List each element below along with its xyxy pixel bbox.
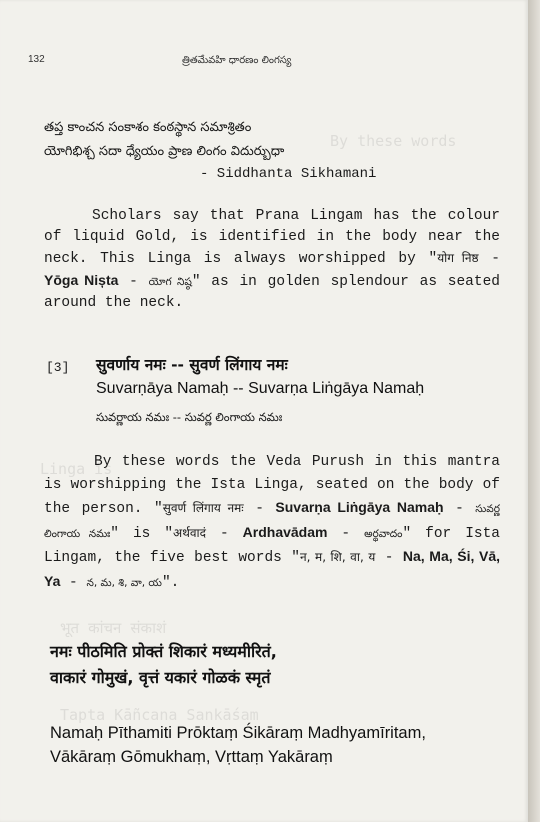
show-through-text: भूत कांचन संकाशं bbox=[60, 619, 167, 637]
transliteration-line-1: Namaḥ Pīthamiti Prōktaṃ Śikāraṃ Madhyamīritam, bbox=[50, 724, 426, 742]
running-head: త్రితమేవహి ధారణం లింగస్య bbox=[182, 55, 292, 66]
paragraph-prana-lingam bbox=[44, 206, 500, 314]
paragraph-ista-linga bbox=[44, 451, 500, 594]
separator: - bbox=[478, 251, 500, 267]
devanagari-term: योग निष्ठ bbox=[437, 251, 479, 265]
telugu-verse-line-1: తప్త కాంచన సంకాశం కంఠస్థాన సమాశ్రితం bbox=[44, 120, 252, 135]
separator: - bbox=[443, 501, 476, 517]
separator: " is " bbox=[110, 525, 174, 542]
devanagari-term: न, म, शि, वा, य bbox=[300, 550, 376, 564]
verse-attribution: - Siddhanta Sikhamani bbox=[200, 166, 377, 182]
transliteration-line-2: Vākāraṃ Gōmukhaṃ, Vṛttaṃ Yakāraṃ bbox=[50, 748, 333, 766]
sanskrit-verse-line-1: नमः पीठमिति प्रोक्तं शिकारं मध्यमीरितं, bbox=[50, 642, 277, 661]
page-edge bbox=[528, 0, 540, 822]
separator: - bbox=[243, 501, 276, 517]
transliterated-term: Suvarṇa Liṅgāya Namaḥ bbox=[275, 499, 444, 515]
show-through-text: By these words bbox=[330, 132, 457, 150]
separator: - bbox=[60, 574, 87, 591]
telugu-term: సువర్ణ లింగాయ నమః bbox=[44, 503, 500, 540]
show-through-text: Linga is bbox=[40, 460, 113, 478]
sanskrit-verse-line-2: वाकारं गोमुखं, वृत्तं यकारं गोळकं स्मृतं bbox=[50, 668, 271, 687]
separator: - bbox=[118, 274, 149, 290]
transliterated-term: Na, Ma, Śi, Vā, Ya bbox=[44, 548, 500, 589]
show-through-text: Tapta Kāñcana Sankāśam bbox=[60, 706, 259, 724]
transliterated-term: Yōga Nișta bbox=[44, 272, 119, 288]
paragraph-text: By these words the Veda Purush in this mantra is worshipping the Ista Linga, seated on the body of the person. " bbox=[44, 454, 500, 517]
mantra-telugu: సువర్ణాయ నమః -- సువర్ణ లింగాయ నమః bbox=[96, 410, 283, 424]
mantra-number: [3] bbox=[46, 360, 70, 375]
telugu-term: యోగ నిష్ఠ bbox=[148, 276, 192, 288]
telugu-term: అర్థవాదం bbox=[364, 527, 403, 540]
separator: - bbox=[206, 525, 243, 542]
separator: - bbox=[327, 525, 365, 542]
transliterated-term: Ardhavādam bbox=[242, 523, 328, 540]
telugu-term: న, మ, శి, వా, య bbox=[86, 576, 162, 589]
mantra-transliteration: Suvarṇāya Namaḥ -- Suvarṇa Liṅgāya Namaḥ bbox=[96, 380, 425, 397]
paragraph-text: Scholars say that Prana Lingam has the colour of liquid Gold, is identified in the body near the neck. This Linga is always worshipped by " bbox=[44, 208, 500, 267]
page-number: 132 bbox=[28, 54, 45, 65]
devanagari-term: अर्थवादं bbox=[173, 525, 207, 540]
separator: ". bbox=[161, 574, 180, 591]
separator: - bbox=[375, 550, 403, 566]
paragraph-text: " as in golden splendour as seated around the neck. bbox=[44, 274, 500, 311]
devanagari-term: सुवर्ण लिंगाय नमः bbox=[162, 501, 244, 515]
mantra-devanagari: सुवर्णाय नमः -- सुवर्ण लिंगाय नमः bbox=[96, 356, 288, 374]
paragraph-text: " for Ista Lingam, the five best words " bbox=[44, 525, 500, 566]
telugu-verse-line-2: యోగిభిశ్చ సదా ధ్యేయం ప్రాణ లింగం విదుర్బుధా bbox=[44, 144, 285, 159]
